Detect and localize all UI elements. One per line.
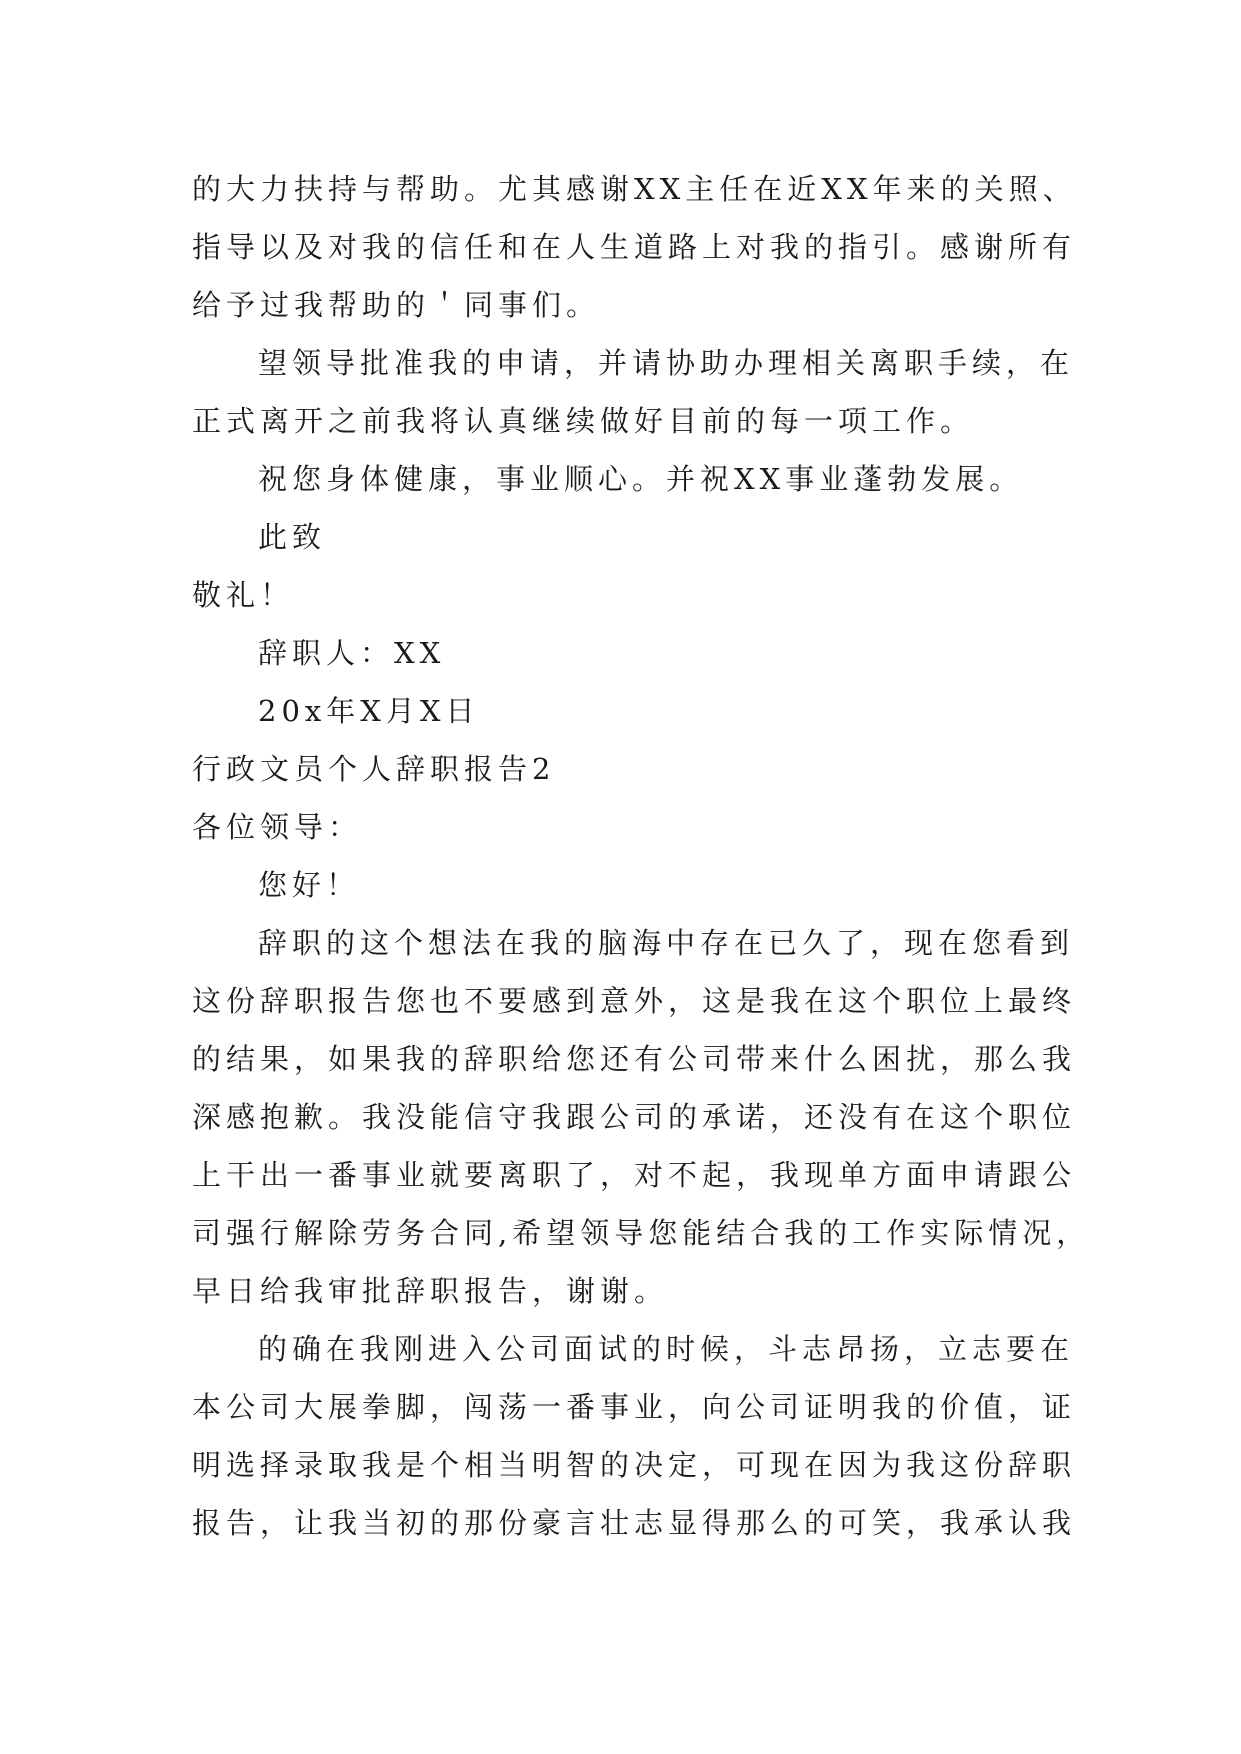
text-line: 给予过我帮助的＇同事们。 (192, 288, 601, 322)
document-body (192, 160, 1091, 1552)
text-line: 指导以及对我的信任和在人生道路上对我的指引。感谢所有 (192, 230, 1077, 264)
greeting-recipient: 各位领导： (192, 810, 363, 844)
closing-salutation: 此致 (258, 520, 327, 554)
section-title: 行政文员个人辞职报告2 (192, 752, 556, 786)
text-line: 正式离开之前我将认真继续做好目前的每一项工作。 (192, 404, 975, 438)
text-line: 报告，让我当初的那份豪言壮志显得那么的可笑，我承认我 (192, 1506, 1077, 1540)
text-line: 本公司大展拳脚，闯荡一番事业，向公司证明我的价值，证 (192, 1390, 1077, 1424)
text-line: 祝您身体健康，事业顺心。并祝XX事业蓬勃发展。 (258, 462, 1024, 496)
text-line: 望领导批准我的申请，并请协助办理相关离职手续，在 (258, 346, 1075, 380)
text-line: 深感抱歉。我没能信守我跟公司的承诺，还没有在这个职位 (192, 1100, 1077, 1134)
text-line: 的确在我刚进入公司面试的时候，斗志昂扬，立志要在 (258, 1332, 1075, 1366)
text-line: 这份辞职报告您也不要感到意外，这是我在这个职位上最终 (192, 984, 1077, 1018)
closing-regards: 敬礼！ (192, 578, 295, 612)
text-line: 司强行解除劳务合同,希望领导您能结合我的工作实际情况， (192, 1216, 1091, 1250)
text-line: 上干出一番事业就要离职了，对不起，我现单方面申请跟公 (192, 1158, 1077, 1192)
text-line: 辞职的这个想法在我的脑海中存在已久了，现在您看到 (258, 926, 1075, 960)
text-line: 的大力扶持与帮助。尤其感谢XX主任在近XX年来的关照、 (192, 172, 1077, 206)
signature-date: 20x年X月X日 (258, 694, 480, 728)
text-line: 的结果，如果我的辞职给您还有公司带来什么困扰，那么我 (192, 1042, 1077, 1076)
greeting: 您好！ (258, 868, 361, 902)
text-line: 明选择录取我是个相当明智的决定，可现在因为我这份辞职 (192, 1448, 1077, 1482)
signature-name: 辞职人：XX (258, 636, 446, 670)
text-line: 早日给我审批辞职报告，谢谢。 (192, 1274, 669, 1308)
